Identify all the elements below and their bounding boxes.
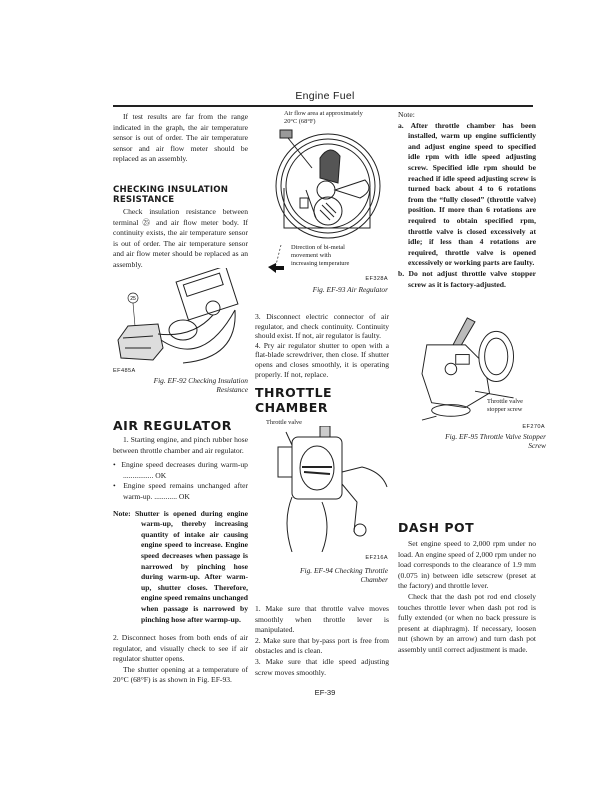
dash-pot-paragraph-1: Set engine speed to 2,000 rpm under no load. An engine speed of 2,000 rpm under no load corresponds to the clearance of 1.9 mm (0.075 in) between idle setscrew (preset at the factory) and throttle lever. [398,539,536,591]
dash-pot-paragraph-2: Check that the dash pot rod end closely touches throttle lever when dash pot rod is fully extended (or when no back pressure is present at diaphragm). If necessary, loosen nut (shown by an arrow) and turn dash pot assembly until correct adjustment is made. [398,591,536,654]
step-2: 2. Disconnect hoses from both ends of air regulator, and visually check to see if air regulator shutter opens. [113,633,248,664]
fig94-caption-line1: Fig. EF-94 Checking Throttle [300,566,388,575]
insulation-heading-line1: CHECKING INSULATION [113,184,229,195]
insulation-heading-line2: RESISTANCE [113,194,175,205]
fig94-illustration [262,426,390,552]
check-item: 1. Make sure that throttle valve moves smoothly when throttle lever is manipulated. [255,604,389,635]
bullet-text: Engine speed remains unchanged after warm-up. ............ OK [123,481,248,501]
fig95-code: EF270A [522,424,545,430]
step-3: 3. Disconnect electric connector of air regulator, and check continuity. Continuity should exist. If not, air regulator is faulty. [255,312,389,341]
fig93-flow-label-line2: 20°C (68°F) [284,118,316,125]
fig95-label-line2: stopper screw [487,406,523,413]
bullet-item: • Engine speed decreases during warm-up ................ OK [113,460,248,480]
throttle-checks [255,604,389,678]
left-column [113,112,248,271]
throttle-chamber-heading: THROTTLE CHAMBER [255,385,333,416]
step-4: 4. Pry air regulator shutter to open with a flat-blade screwdriver, then close. If shutter opens and closes smoothly, it is operating properly. If not, replace. [255,340,389,379]
fig95-label-line1: Throttle valve [487,398,524,405]
note-a: a. After throttle chamber has been installed, warm up engine sufficiently and adjust engine speed to specified idle rpm with idle speed adjusting screw. Specified idle rpm should be reached if idle speed adjusting screw is turned back about 4 to 6 rotations from the “fully closed” (throttle valve) position. If more than 6 rotations are required to obtain specified rpm, throttle valve is closed excessively at idle; if less than 4 rotations are required, throttle valve is opened excessively or working parts are faulty. [398,120,536,268]
fig93-illustration [270,128,390,240]
bullet-list [113,460,248,502]
fig95-caption [420,432,546,450]
fig92-code: EF485A [113,368,136,374]
fig93-direction-label [291,244,349,268]
page-header: Engine Fuel [295,90,355,102]
air-regulator-note: Note: Shutter is opened during engine warm-up, thereby increasing quantity of intake air causing engine speed to increase. Engine speed decreases when passage is narrowed by pinching hose during warm-up. After warm-up, shutter closes. Therefore, engine speed remains unchanged when passage is narrowed by pinching hose after warmp-up. [113,508,248,624]
direction-line1: Direction of bi-metal [291,244,345,251]
fig95-stopper-label [487,398,523,414]
insulation-paragraph: Check insulation resistance between terminal ㉕ and air flow meter body. If continuity exists, the air temperature sensor is out of order. The air temperature sensor and air flow meter should be replaced as an assembly. [113,206,248,269]
air-regulator-heading: AIR REGULATOR [113,418,232,433]
fig94-caption [280,566,388,584]
fig95-caption-line1: Fig. EF-95 Throttle Valve Stopper [445,432,546,441]
fig94-throttle-valve-label: Throttle valve [266,419,303,427]
middle-steps [255,312,389,427]
note-b: b. Do not adjust throttle valve stopper screw as it is factory-adjusted. [398,268,536,289]
fig94-caption-line2: Chamber [360,575,388,584]
note-title: Note: [398,110,415,119]
step-1: 1. Starting engine, and pinch rubber hose between throttle chamber and air regulator. [113,435,248,455]
fig93-flow-label [284,110,363,126]
check-item: 3. Make sure that idle speed adjusting screw moves smoothly. [255,656,389,677]
fig92-illustration [113,268,248,370]
fig93-flow-label-line1: Air flow area at approximately [284,110,363,117]
fig92-caption-line1: Fig. EF-92 Checking Insulation [153,376,248,385]
fig95-illustration [405,316,545,422]
direction-arrow-icon [266,245,286,275]
bullet-text: Engine speed decreases during warm-up ................ OK [121,460,248,480]
terminal-25-label: 25 [130,296,136,302]
throttle-note [398,110,536,290]
fig93-caption: Fig. EF-93 Air Regulator [312,285,388,294]
page-number: EF-39 [314,688,336,697]
fig92-caption [150,376,248,394]
fig92-caption-line2: Resistance [216,385,248,394]
fig93-code: EF328A [365,276,388,282]
fig95-caption-line2: Screw [528,441,546,450]
check-item: 2. Make sure that by-pass port is free from obstacles and is clean. [255,635,389,656]
bullet-item: • Engine speed remains unchanged after warm-up. ............ OK [113,481,248,501]
intro-paragraph: If test results are far from the range indicated in the graph, the air temperature sensor is out of order. The air temperature sensor and air flow meter should be replaced as an assembly. [113,112,248,164]
dash-pot-heading: DASH POT [398,520,475,535]
insulation-heading [113,185,248,205]
dash-pot-section [398,520,536,656]
fig94-code: EF216A [365,555,388,561]
header-rule [113,105,533,107]
shutter-paragraph: The shutter opening at a temperature of 20°C (68°F) is as shown in Fig. EF-93. [113,664,248,685]
direction-line2: movement with [291,252,331,259]
direction-line3: increasing temperature [291,260,350,267]
air-regulator-section [113,418,248,686]
